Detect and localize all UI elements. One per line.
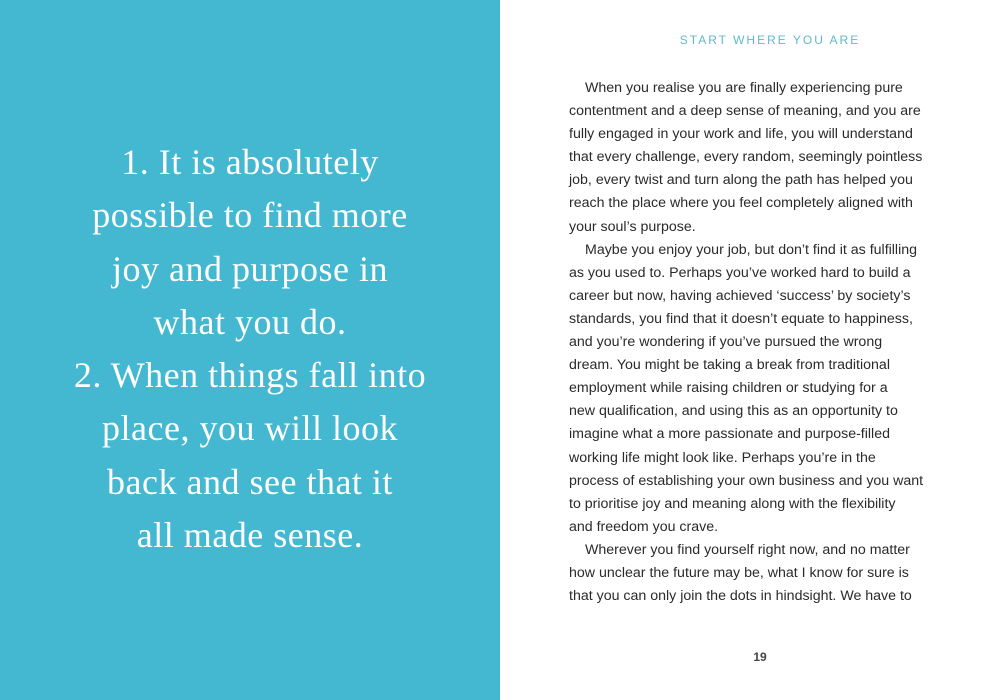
quote-line: 2. When things fall into — [73, 355, 427, 396]
body-line: that every challenge, every random, seemingly pointless — [569, 149, 923, 166]
quote-line: what you do. — [153, 301, 347, 342]
body-line: When you realise you are finally experiencing pure — [585, 80, 903, 96]
body-line: that you can only join the dots in hindsight. We have to — [569, 588, 912, 605]
body-line: Wherever you find yourself right now, and no matter — [585, 541, 910, 558]
body-line: contentment and a deep sense of meaning, and you are — [569, 103, 921, 120]
body-line: new qualification, and using this as an opportunity to — [569, 403, 898, 420]
quote-line: 1. It is absolutely — [121, 142, 379, 182]
quote-line: possible to find more — [92, 195, 408, 236]
body-line: and freedom you crave. — [569, 518, 719, 535]
body-line: process of establishing your own business and you want — [569, 472, 924, 489]
body-line: imagine what a more passionate and purpose-filled — [569, 426, 890, 443]
body-line: standards, you find that it doesn’t equate to happiness, — [569, 310, 913, 327]
body-line: your soul’s purpose. — [569, 218, 696, 235]
body-line: to prioritise joy and meaning along with the flexibility — [569, 495, 896, 512]
quote-line: all made sense. — [136, 515, 364, 556]
quote-line: back and see that it — [107, 461, 393, 502]
body-line: how unclear the future may be, what I know for sure is — [569, 564, 909, 581]
quote-line: place, you will look — [102, 408, 398, 449]
body-line: career but now, having achieved ‘success’ by society’s — [569, 287, 911, 304]
running-head: START WHERE YOU ARE — [679, 33, 861, 47]
body-line: employment while raising children or studying for a — [569, 380, 888, 397]
body-line: working life might look like. Perhaps you’re in the — [569, 449, 876, 466]
body-line: Maybe you enjoy your job, but don’t find it as fulfilling — [585, 241, 918, 258]
page-number: 19 — [753, 650, 767, 664]
body-line: job, every twist and turn along the path has helped you — [569, 172, 913, 189]
body-line: reach the place where you feel completely aligned with — [569, 195, 913, 212]
body-line: as you used to. Perhaps you’ve worked hard to build a — [569, 264, 911, 281]
right-page-text — [500, 0, 1000, 700]
quote-line: joy and purpose in — [112, 248, 388, 289]
body-line: dream. You might be taking a break from traditional — [569, 357, 890, 374]
body-line: fully engaged in your work and life, you will understand — [569, 126, 913, 143]
body-line: and you’re wondering if you’ve pursued the wrong — [569, 334, 883, 351]
body-text — [569, 77, 959, 608]
pull-quote — [0, 136, 500, 562]
